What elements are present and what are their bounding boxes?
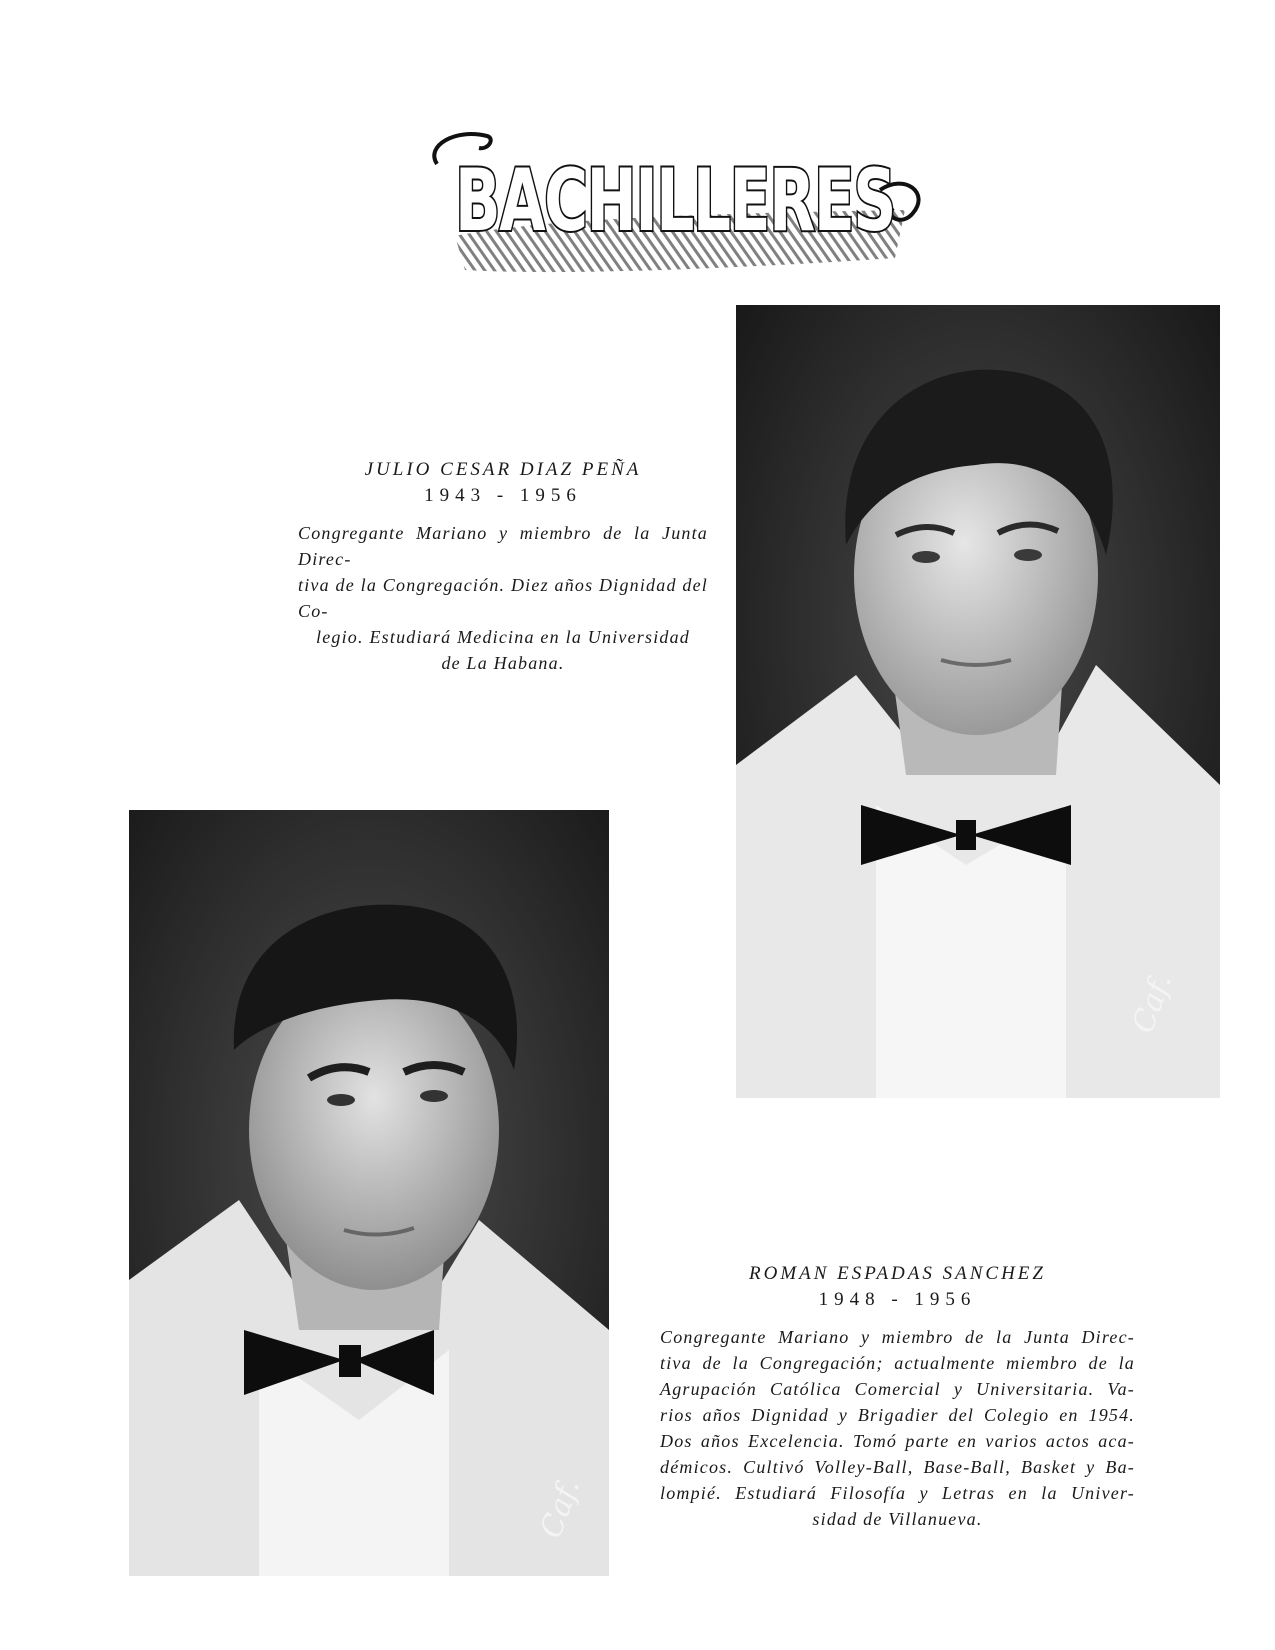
student-bio-espadas xyxy=(660,1262,1135,1532)
bio-line: tiva de la Congregación; actualmente miembro de la xyxy=(660,1353,1135,1373)
bio-line: Agrupación Católica Comercial y Universitaria. Va- xyxy=(660,1379,1135,1399)
bio-line: Congregante Mariano y miembro de la Junta Direc- xyxy=(660,1327,1135,1347)
student-photo-espadas xyxy=(129,810,609,1576)
photo-signature: Caf. xyxy=(1125,968,1180,1038)
bio-line: démicos. Cultivó Volley-Ball, Base-Ball, Basket y Ba- xyxy=(660,1457,1135,1477)
bio-line: tiva de la Congregación. Diez años Dignidad del Co- xyxy=(298,575,708,621)
bio-line: rios años Dignidad y Brigadier del Colegio en 1954. xyxy=(660,1405,1135,1425)
student-photo-diaz xyxy=(736,305,1220,1098)
bio-line: sidad de Villanueva. xyxy=(812,1509,983,1529)
bio-line: de La Habana. xyxy=(441,653,565,673)
bio-line: legio. Estudiará Medicina en la Universidad xyxy=(316,627,690,647)
bio-line: Congregante Mariano y miembro de la Junta Direc- xyxy=(298,523,708,569)
bio-line: lompié. Estudiará Filosofía y Letras en la Univer- xyxy=(660,1483,1135,1503)
student-bio-diaz xyxy=(298,458,708,676)
student-description xyxy=(660,1324,1135,1532)
page-title xyxy=(425,118,930,278)
bio-line: Dos años Excelencia. Tomó parte en varios actos aca- xyxy=(660,1431,1135,1451)
student-name: ROMAN ESPADAS SANCHEZ xyxy=(749,1263,1046,1284)
page-title-text: BACHILLERES xyxy=(455,151,895,251)
student-years: 1943 - 1956 xyxy=(424,485,582,506)
student-description xyxy=(298,520,708,676)
photo-signature: Caf. xyxy=(533,1473,588,1543)
student-years: 1948 - 1956 xyxy=(818,1289,977,1310)
student-name: JULIO CESAR DIAZ PEÑA xyxy=(364,459,642,480)
